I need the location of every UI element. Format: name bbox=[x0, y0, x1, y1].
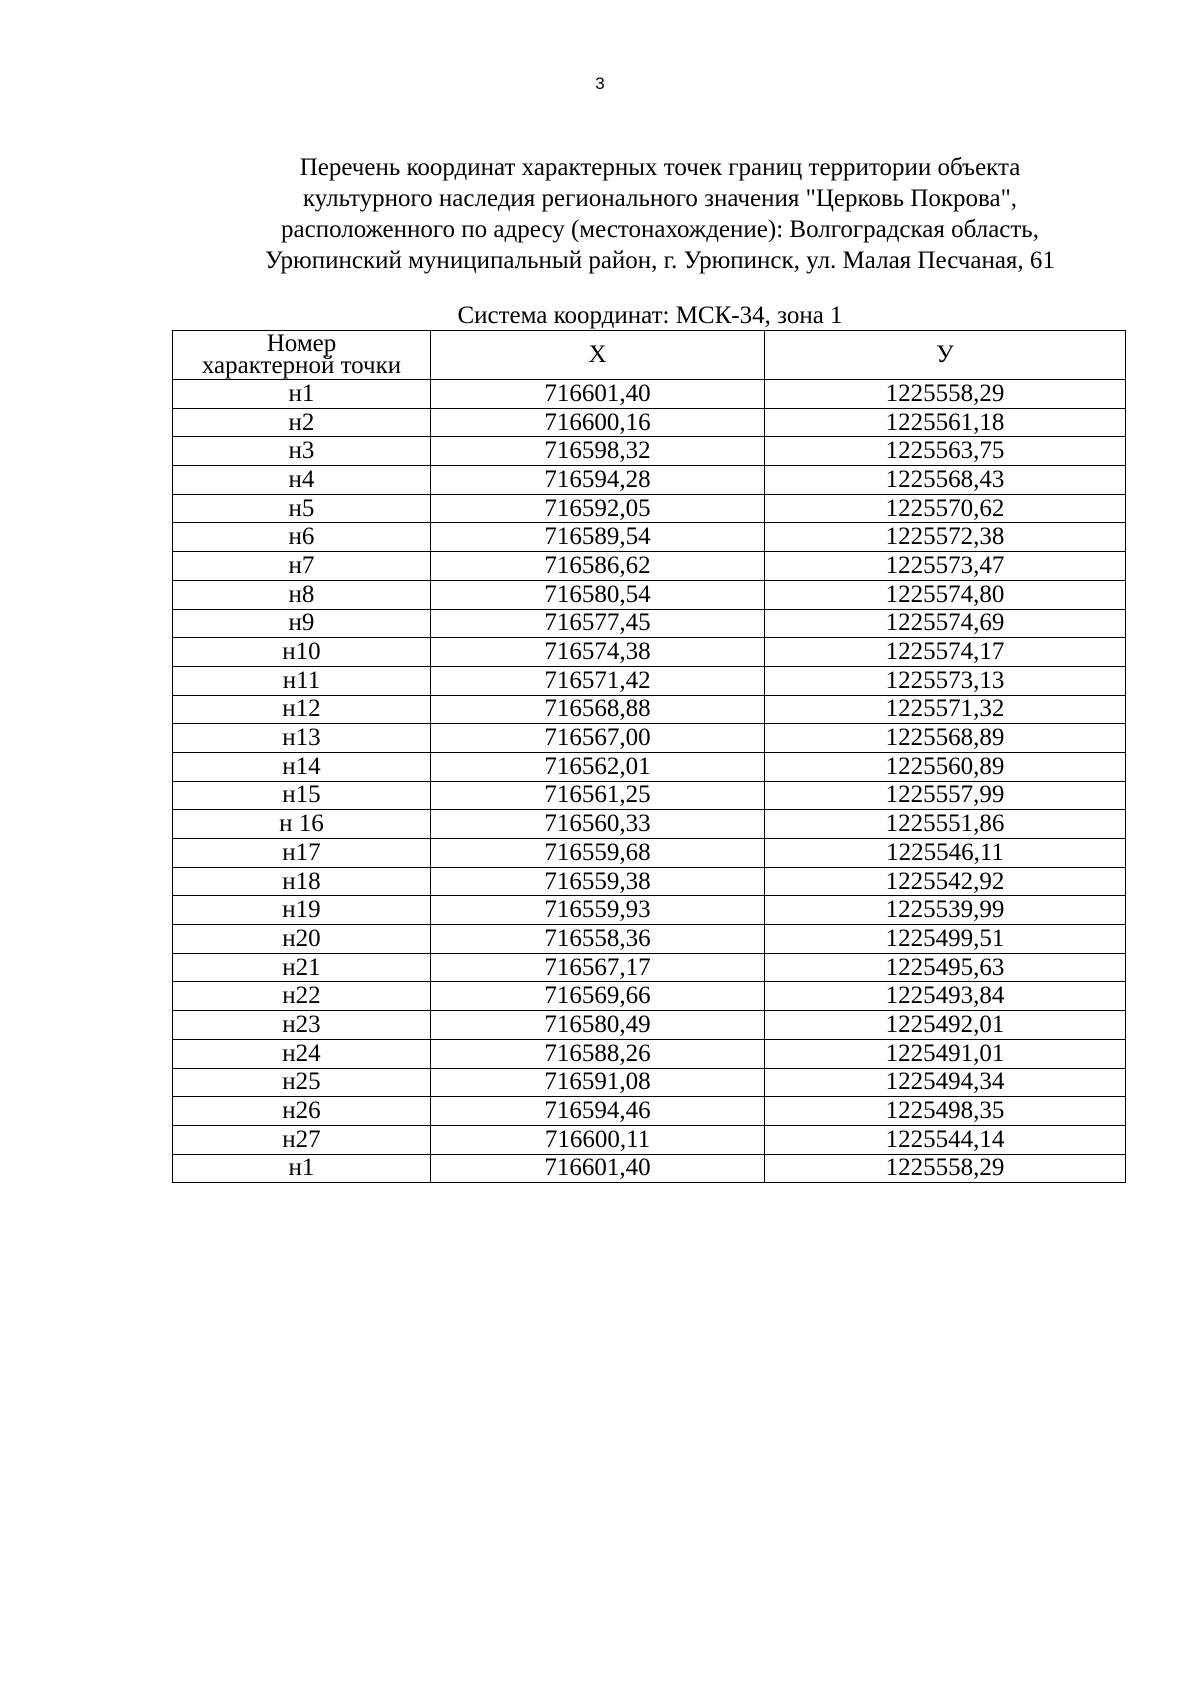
cell-y: 1225493,84 bbox=[765, 982, 1126, 1011]
cell-y: 1225560,89 bbox=[765, 752, 1126, 781]
coordinates-table bbox=[172, 330, 1126, 1183]
table-row bbox=[173, 1068, 1126, 1097]
cell-y: 1225574,17 bbox=[765, 638, 1126, 667]
table-row bbox=[173, 1154, 1126, 1183]
cell-point: н18 bbox=[173, 867, 431, 896]
cell-point: н2 bbox=[173, 408, 431, 437]
cell-x: 716567,00 bbox=[431, 724, 765, 753]
cell-x: 716588,26 bbox=[431, 1039, 765, 1068]
cell-x: 716598,32 bbox=[431, 437, 765, 466]
cell-point: н5 bbox=[173, 494, 431, 523]
cell-x: 716594,28 bbox=[431, 466, 765, 495]
table-row bbox=[173, 466, 1126, 495]
cell-x: 716601,40 bbox=[431, 1154, 765, 1183]
cell-x: 716594,46 bbox=[431, 1097, 765, 1126]
table-row bbox=[173, 839, 1126, 868]
table-row bbox=[173, 580, 1126, 609]
cell-point: н15 bbox=[173, 781, 431, 810]
table-row bbox=[173, 896, 1126, 925]
cell-y: 1225558,29 bbox=[765, 1154, 1126, 1183]
page-number: 3 bbox=[595, 74, 605, 93]
document-title bbox=[160, 152, 1160, 276]
table-row bbox=[173, 953, 1126, 982]
cell-x: 716571,42 bbox=[431, 666, 765, 695]
table-row bbox=[173, 1011, 1126, 1040]
table-row bbox=[173, 1039, 1126, 1068]
cell-x: 716567,17 bbox=[431, 953, 765, 982]
table-row bbox=[173, 925, 1126, 954]
cell-y: 1225492,01 bbox=[765, 1011, 1126, 1040]
cell-y: 1225557,99 bbox=[765, 781, 1126, 810]
cell-y: 1225495,63 bbox=[765, 953, 1126, 982]
cell-y: 1225491,01 bbox=[765, 1039, 1126, 1068]
cell-y: 1225568,89 bbox=[765, 724, 1126, 753]
table-row bbox=[173, 437, 1126, 466]
title-line: Урюпинский муниципальный район, г. Урюпинск, ул. Малая Песчаная, 61 bbox=[265, 247, 1055, 274]
header-y: У bbox=[765, 331, 1126, 380]
header-point-line2: характерной точки bbox=[201, 352, 402, 379]
cell-point: н7 bbox=[173, 552, 431, 581]
cell-x: 716577,45 bbox=[431, 609, 765, 638]
title-line: культурного наследия регионального значения "Церковь Покрова", bbox=[302, 185, 1018, 212]
cell-y: 1225574,69 bbox=[765, 609, 1126, 638]
table-row bbox=[173, 380, 1126, 409]
table-row bbox=[173, 1097, 1126, 1126]
header-point-line1: Номер bbox=[266, 330, 337, 357]
cell-point: н23 bbox=[173, 1011, 431, 1040]
cell-x: 716592,05 bbox=[431, 494, 765, 523]
cell-y: 1225539,99 bbox=[765, 896, 1126, 925]
cell-y: 1225558,29 bbox=[765, 380, 1126, 409]
title-line: расположенного по адресу (местонахождение): Волгоградская область, bbox=[281, 216, 1039, 243]
header-point-number bbox=[173, 331, 431, 380]
table-row bbox=[173, 695, 1126, 724]
cell-y: 1225498,35 bbox=[765, 1097, 1126, 1126]
cell-x: 716558,36 bbox=[431, 925, 765, 954]
table-row bbox=[173, 724, 1126, 753]
cell-point: н3 bbox=[173, 437, 431, 466]
cell-y: 1225568,43 bbox=[765, 466, 1126, 495]
cell-x: 716560,33 bbox=[431, 810, 765, 839]
cell-point: н1 bbox=[173, 1154, 431, 1183]
cell-x: 716600,16 bbox=[431, 408, 765, 437]
cell-y: 1225563,75 bbox=[765, 437, 1126, 466]
header-x: Х bbox=[431, 331, 765, 380]
table-row bbox=[173, 609, 1126, 638]
table-row bbox=[173, 552, 1126, 581]
cell-y: 1225574,80 bbox=[765, 580, 1126, 609]
table-row bbox=[173, 494, 1126, 523]
cell-point: н19 bbox=[173, 896, 431, 925]
cell-y: 1225542,92 bbox=[765, 867, 1126, 896]
cell-x: 716561,25 bbox=[431, 781, 765, 810]
cell-point: н26 bbox=[173, 1097, 431, 1126]
table-row bbox=[173, 638, 1126, 667]
coordinate-system-caption: Система координат: МСК-34, зона 1 bbox=[457, 302, 843, 329]
cell-x: 716580,54 bbox=[431, 580, 765, 609]
cell-point: н12 bbox=[173, 695, 431, 724]
table-body bbox=[173, 380, 1126, 1183]
cell-y: 1225499,51 bbox=[765, 925, 1126, 954]
cell-y: 1225570,62 bbox=[765, 494, 1126, 523]
cell-point: н14 bbox=[173, 752, 431, 781]
table-row bbox=[173, 1125, 1126, 1154]
cell-y: 1225571,32 bbox=[765, 695, 1126, 724]
cell-y: 1225546,11 bbox=[765, 839, 1126, 868]
cell-x: 716600,11 bbox=[431, 1125, 765, 1154]
table-row bbox=[173, 867, 1126, 896]
table-row bbox=[173, 408, 1126, 437]
table-row bbox=[173, 781, 1126, 810]
cell-point: н27 bbox=[173, 1125, 431, 1154]
cell-x: 716569,66 bbox=[431, 982, 765, 1011]
cell-x: 716559,93 bbox=[431, 896, 765, 925]
cell-point: н11 bbox=[173, 666, 431, 695]
cell-point: н10 bbox=[173, 638, 431, 667]
cell-x: 716586,62 bbox=[431, 552, 765, 581]
cell-x: 716568,88 bbox=[431, 695, 765, 724]
table-row bbox=[173, 752, 1126, 781]
cell-y: 1225561,18 bbox=[765, 408, 1126, 437]
cell-point: н8 bbox=[173, 580, 431, 609]
cell-x: 716580,49 bbox=[431, 1011, 765, 1040]
cell-point: н13 bbox=[173, 724, 431, 753]
cell-point: н21 bbox=[173, 953, 431, 982]
cell-point: н1 bbox=[173, 380, 431, 409]
cell-y: 1225572,38 bbox=[765, 523, 1126, 552]
table-row bbox=[173, 666, 1126, 695]
cell-point: н22 bbox=[173, 982, 431, 1011]
table-row bbox=[173, 523, 1126, 552]
cell-x: 716601,40 bbox=[431, 380, 765, 409]
table-row bbox=[173, 810, 1126, 839]
cell-x: 716559,38 bbox=[431, 867, 765, 896]
cell-x: 716591,08 bbox=[431, 1068, 765, 1097]
cell-point: н20 bbox=[173, 925, 431, 954]
cell-point: н 16 bbox=[173, 810, 431, 839]
cell-point: н9 bbox=[173, 609, 431, 638]
cell-y: 1225573,13 bbox=[765, 666, 1126, 695]
cell-y: 1225494,34 bbox=[765, 1068, 1126, 1097]
cell-x: 716574,38 bbox=[431, 638, 765, 667]
cell-x: 716559,68 bbox=[431, 839, 765, 868]
table-row bbox=[173, 982, 1126, 1011]
title-line: Перечень координат характерных точек границ территории объекта bbox=[299, 154, 1021, 181]
cell-x: 716589,54 bbox=[431, 523, 765, 552]
cell-x: 716562,01 bbox=[431, 752, 765, 781]
cell-y: 1225573,47 bbox=[765, 552, 1126, 581]
cell-point: н17 bbox=[173, 839, 431, 868]
cell-point: н25 bbox=[173, 1068, 431, 1097]
cell-point: н4 bbox=[173, 466, 431, 495]
cell-y: 1225551,86 bbox=[765, 810, 1126, 839]
cell-y: 1225544,14 bbox=[765, 1125, 1126, 1154]
cell-point: н6 bbox=[173, 523, 431, 552]
table-header-row bbox=[173, 331, 1126, 380]
cell-point: н24 bbox=[173, 1039, 431, 1068]
